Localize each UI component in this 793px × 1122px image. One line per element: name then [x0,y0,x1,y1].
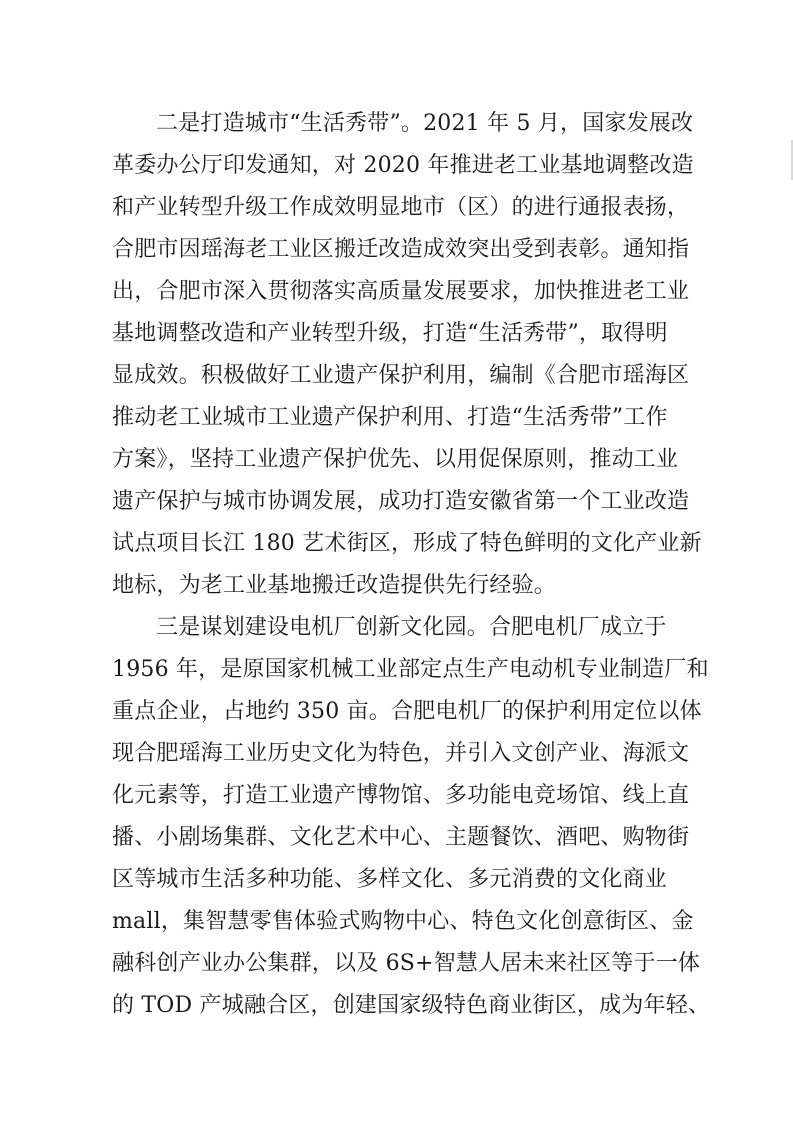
paragraph-2-line: 遗产保护与城市协调发展，成功打造安徽省第一个工业改造 [112,489,690,514]
paragraph-3-line: 区等城市生活多种功能、多样文化、多元消费的文化商业 [112,867,668,892]
paragraph-3-line: 1956 年，是原国家机械工业部定点生产电动机专业制造厂和 [112,657,709,682]
paragraph-3-line: 重点企业，占地约 350 亩。合肥电机厂的保护利用定位以体 [112,699,702,724]
paragraph-3-line: 现合肥瑶海工业历史文化为特色，并引入文创产业、海派文 [112,741,690,766]
paragraph-2-line: 基地调整改造和产业转型升级，打造“生活秀带”，取得明 [112,321,668,346]
paragraph-3-line: 三是谋划建设电机厂创新文化园。合肥电机厂成立于 [156,615,667,640]
paragraph-3-line: 播、小剧场集群、文化艺术中心、主题餐饮、酒吧、购物街 [112,825,690,850]
paragraph-3-line: 融科创产业办公集群，以及 6S+智慧人居未来社区等于一体 [112,951,701,976]
paragraph-2-line: 出，合肥市深入贯彻落实高质量发展要求，加快推进老工业 [112,279,690,304]
paragraph-3-line: 化元素等，打造工业遗产博物馆、多功能电竞场馆、线上直 [112,783,690,808]
paragraph-2-line: 二是打造城市“生活秀带”。2021 年 5 月，国家发展改 [156,111,694,136]
paragraph-3-line: mall，集智慧零售体验式购物中心、特色文化创意街区、金 [112,909,694,934]
paragraph-2-line: 推动老工业城市工业遗产保护利用、打造“生活秀带”工作 [112,405,668,430]
paragraph-2-line: 和产业转型升级工作成效明显地市（区）的进行通报表扬， [112,195,690,220]
paragraph-2-line: 地标，为老工业基地搬迁改造提供先行经验。 [112,573,557,598]
paragraph-2-line: 方案》，坚持工业遗产保护优先、以用促保原则，推动工业 [112,447,679,472]
paragraph-2-line: 革委办公厅印发通知，对 2020 年推进老工业基地调整改造 [112,153,694,178]
paragraph-2-line: 合肥市因瑶海老工业区搬迁改造成效突出受到表彰。通知指 [112,237,690,262]
paragraph-2-line: 试点项目长江 180 艺术街区，形成了特色鲜明的文化产业新 [112,531,702,556]
paragraph-3-line: 的 TOD 产城融合区，创建国家级特色商业街区，成为年轻、 [112,993,711,1018]
paragraph-2-line: 显成效。积极做好工业遗产保护利用，编制《合肥市瑶海区 [112,363,690,388]
